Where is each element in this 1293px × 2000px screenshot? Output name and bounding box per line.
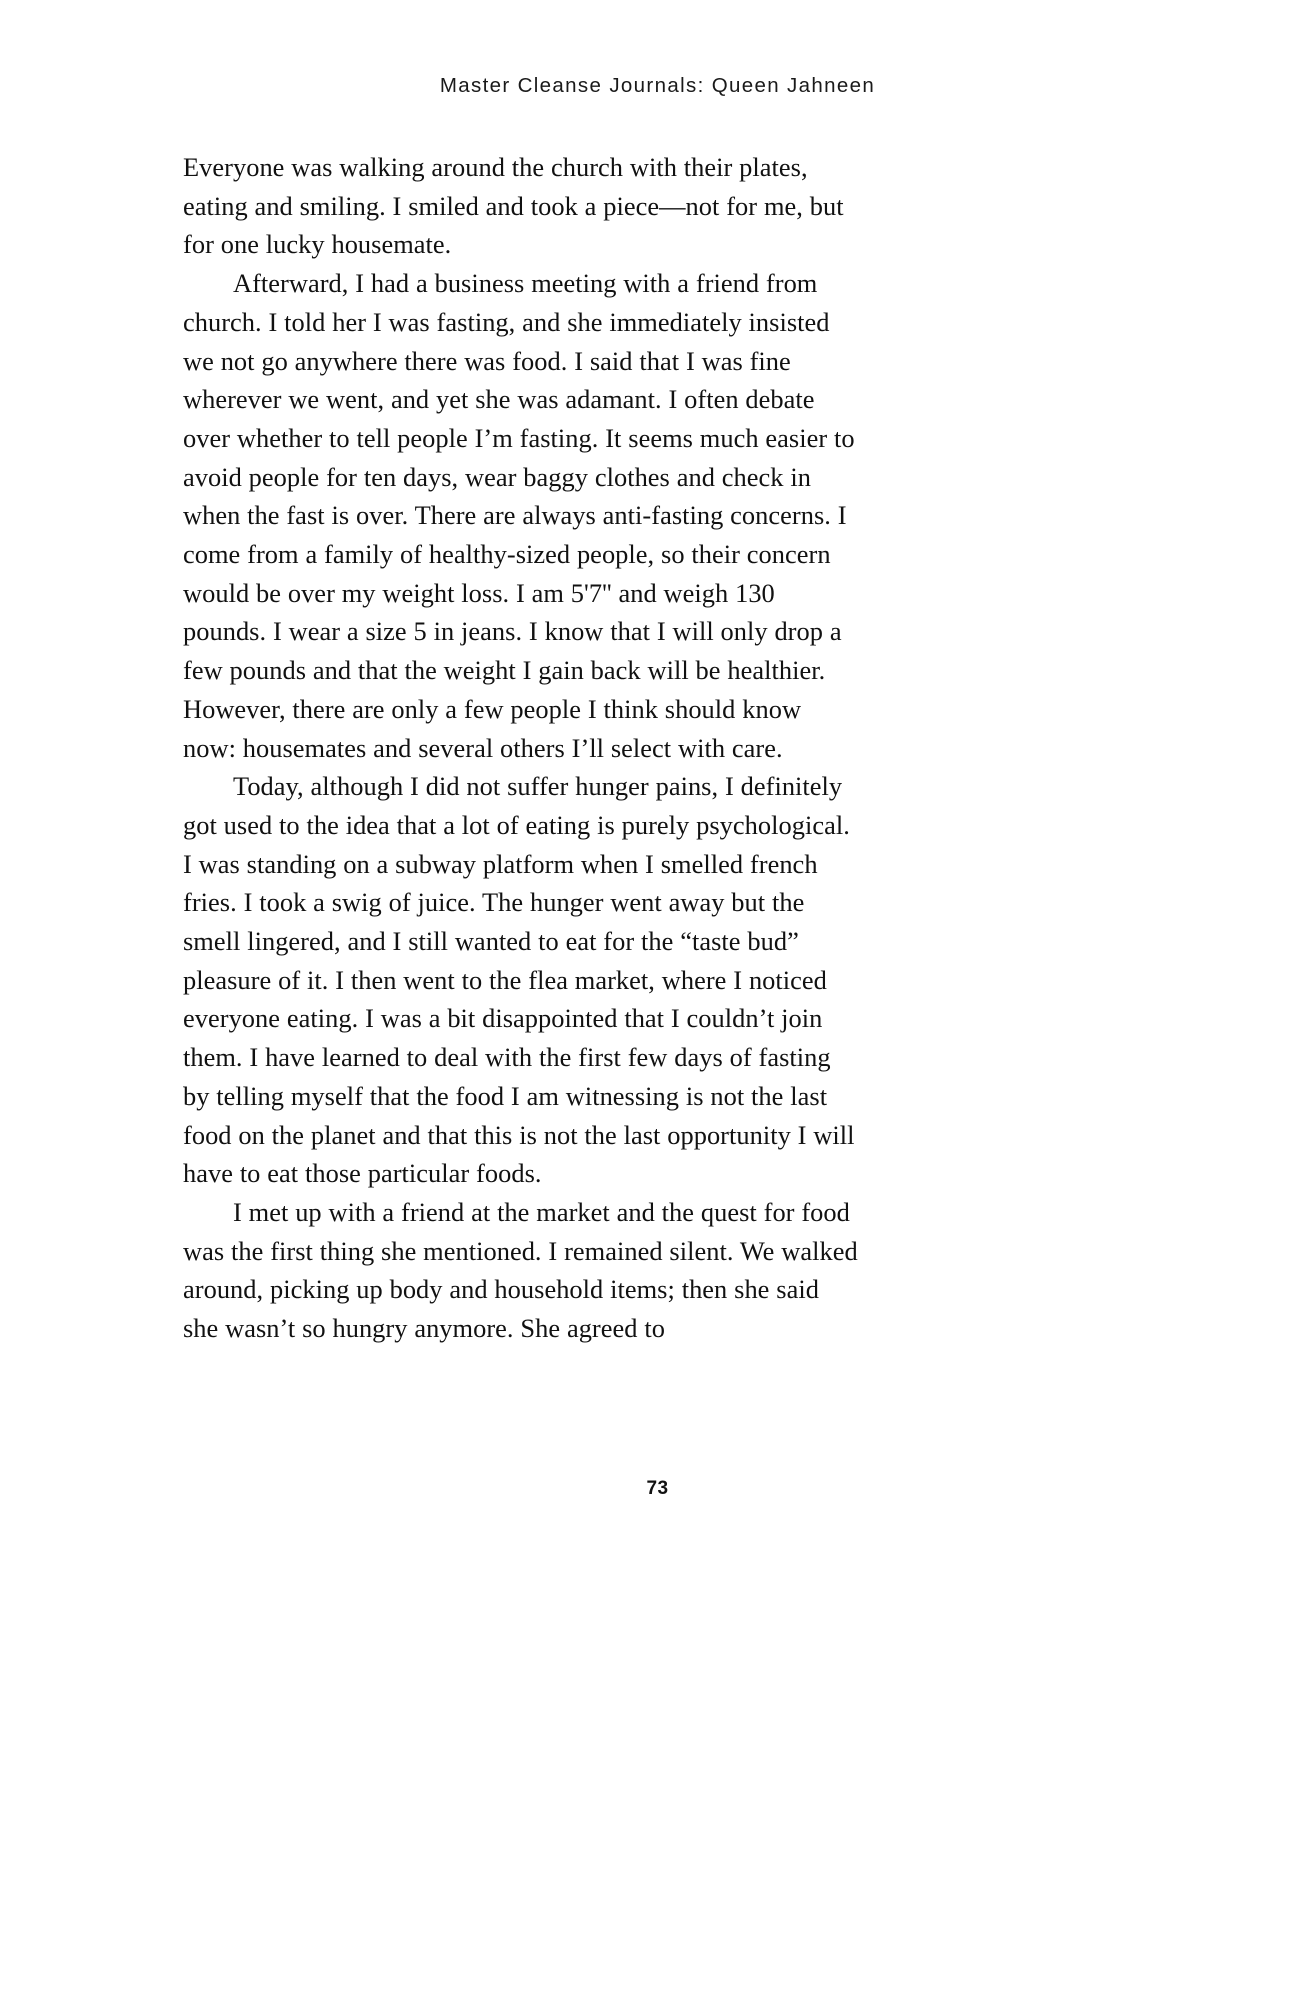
body-text-block <box>183 148 859 1348</box>
paragraph: Everyone was walking around the church with their plates, eating and smiling. I smiled and took a piece—not for me, but for one lucky housemate. <box>183 152 844 260</box>
paragraph: Afterward, I had a business meeting with a friend from church. I told her I was fasting, and she immediately insisted we not go anywhere there was food. I said that I was fine wherever we went, and yet she was adamant. I often debate over whether to tell people I’m fasting. It seems much easier to avoid people for ten days, wear baggy clothes and check in when the fast is over. There are always anti-fasting concerns. I come from a family of healthy-sized people, so their concern would be over my weight loss. I am 5'7'' and weigh 130 pounds. I wear a size 5 in jeans. I know that I will only drop a few pounds and that the weight I gain back will be healthier. However, there are only a few people I think should know now: housemates and several others I’ll select with care. <box>183 268 855 763</box>
running-header-text: Master Cleanse Journals: Queen Jahneen <box>439 74 876 97</box>
page-number <box>0 1478 1293 1500</box>
paragraph: I met up with a friend at the market and the quest for food was the first thing she mentioned. I remained silent. We walked around, picking up body and household items; then she said she wasn’t so hungry anymore. She agreed to <box>183 1196 858 1344</box>
paragraph: Today, although I did not suffer hunger pains, I definitely got used to the idea that a lot of eating is purely psychological. I was standing on a subway platform when I smelled french fries. I took a swig of juice. The hunger went away but the smell lingered, and I still wanted to eat for the “taste bud” pleasure of it. I then went to the flea market, where I noticed everyone eating. I was a bit disappointed that I couldn’t join them. I have learned to deal with the first few days of fasting by telling myself that the food I am witnessing is not the last food on the planet and that this is not the last opportunity I will have to eat those particular foods. <box>183 771 855 1189</box>
running-header <box>0 74 1293 98</box>
page-number-text: 73 <box>646 1478 669 1499</box>
